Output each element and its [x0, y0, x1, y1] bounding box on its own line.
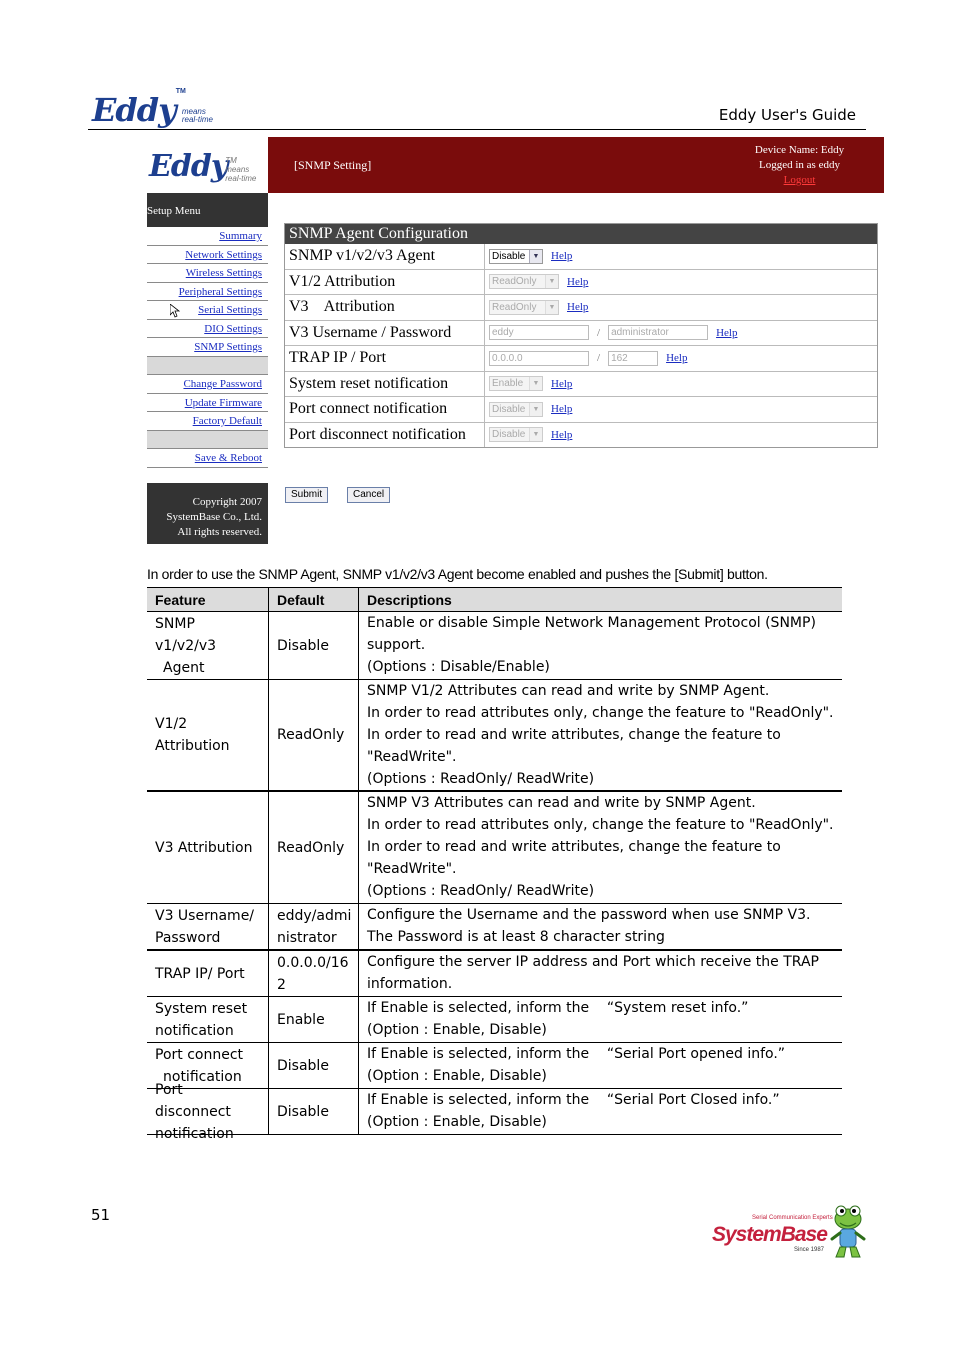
help-link[interactable]: Help — [666, 352, 688, 365]
v12-attribution-select[interactable]: ReadOnly ▼ — [489, 274, 559, 289]
description-cell: SNMP V3 Attributes can read and write by SNMP Agent. In order to read attributes only, change the feature to "ReadOnly". In order to read and write attributes, change the feature to "ReadWrite". (Options : ReadOnly/ ReadWrite) — [367, 795, 834, 899]
description-cell: Enable or disable Simple Network Management Protocol (SNMP) support. (Options : Disable/Enable) — [367, 615, 816, 675]
table-row — [147, 997, 842, 1043]
v3-username-input[interactable]: eddy — [489, 325, 589, 340]
chevron-down-icon: ▼ — [545, 275, 558, 288]
menu-item-factory-default[interactable]: Factory Default — [147, 412, 268, 431]
chevron-down-icon: ▼ — [529, 250, 542, 263]
logo-tm: TM — [175, 88, 186, 95]
default-cell: Disable — [269, 1089, 359, 1134]
header-default: Default — [269, 588, 359, 611]
feature-cell: V3 Attribution — [147, 792, 269, 903]
submit-button[interactable]: Submit — [285, 487, 328, 503]
config-row-v3 — [285, 295, 877, 321]
description-cell: If Enable is selected, inform the “System reset info.” (Option : Enable, Disable) — [367, 1000, 749, 1038]
menu-item-peripheral[interactable]: Peripheral Settings — [147, 283, 268, 302]
menu-item-dio[interactable]: DIO Settings — [147, 320, 268, 339]
app-logo — [147, 137, 268, 193]
help-link[interactable]: Help — [551, 428, 573, 441]
feature-cell: System reset notification — [147, 997, 269, 1042]
separator-slash: / — [597, 352, 601, 365]
logo-tagline: means real-time — [181, 107, 213, 124]
config-label: Port connect notification — [285, 397, 485, 422]
menu-item-wireless[interactable]: Wireless Settings — [147, 264, 268, 283]
brand-name: SystemBase — [712, 1223, 827, 1246]
system-reset-select[interactable]: Enable ▼ — [489, 376, 543, 391]
port-connect-select[interactable]: Disable ▼ — [489, 402, 543, 417]
feature-cell: V1/2 Attribution — [147, 680, 269, 790]
cancel-button[interactable]: Cancel — [347, 487, 390, 503]
trap-port-input[interactable]: 162 — [608, 351, 658, 366]
config-label: V1/2 Attribution — [285, 270, 485, 295]
header-descriptions: Descriptions — [367, 591, 452, 608]
config-row-portdisc — [285, 423, 877, 448]
setup-menu-list — [147, 227, 268, 468]
eddy-logo — [92, 86, 213, 129]
logout-link[interactable]: Logout — [783, 174, 816, 186]
logo-word: Eddy — [92, 91, 176, 129]
description-cell: If Enable is selected, inform the “Serial Port opened info.” (Option : Enable, Disable) — [367, 1046, 786, 1084]
brand-tagline: Serial Communication Experts — [752, 1215, 833, 1221]
table-row — [147, 792, 842, 904]
header-rule — [88, 129, 866, 130]
brand-since: Since 1987 — [794, 1247, 825, 1253]
agent-select[interactable]: Disable ▼ — [489, 249, 543, 264]
default-cell: ReadOnly — [269, 680, 359, 790]
feature-cell: V3 Username/ Password — [147, 904, 269, 949]
mouse-cursor-icon — [170, 304, 180, 318]
table-row — [147, 612, 842, 680]
chevron-down-icon: ▼ — [545, 301, 558, 314]
menu-separator — [147, 357, 268, 376]
feature-cell: Port disconnect notification — [147, 1089, 269, 1134]
app-logo-word: Eddy — [149, 149, 228, 184]
help-link[interactable]: Help — [567, 301, 589, 314]
config-row-agent — [285, 244, 877, 270]
description-cell: Configure the Username and the password when use SNMP V3. The Password is at least 8 character string — [367, 907, 811, 945]
config-title: SNMP Agent Configuration — [285, 224, 877, 244]
chevron-down-icon: ▼ — [529, 377, 542, 390]
menu-separator — [147, 431, 268, 450]
chevron-down-icon: ▼ — [529, 403, 542, 416]
config-label: System reset notification — [285, 372, 485, 397]
config-row-userpass — [285, 321, 877, 347]
table-row — [147, 951, 842, 997]
config-label: TRAP IP / Port — [285, 346, 485, 371]
default-cell: ReadOnly — [269, 792, 359, 903]
chevron-down-icon: ▼ — [529, 428, 542, 441]
feature-cell: TRAP IP/ Port — [147, 951, 269, 996]
device-info — [737, 143, 862, 188]
frog-mascot-icon — [830, 1203, 866, 1259]
help-link[interactable]: Help — [567, 275, 589, 288]
table-row — [147, 1081, 842, 1142]
help-link[interactable]: Help — [551, 250, 573, 263]
menu-item-snmp[interactable]: SNMP Settings — [147, 338, 268, 357]
device-name: Device Name: Eddy — [754, 144, 845, 156]
help-link[interactable]: Help — [551, 403, 573, 416]
menu-item-serial[interactable]: Serial Settings — [147, 301, 268, 320]
page-number: 51 — [91, 1206, 111, 1224]
default-cell: 0.0.0.0/16 2 — [269, 951, 359, 996]
config-row-trap — [285, 346, 877, 372]
setup-menu — [147, 193, 268, 544]
config-row-portconn — [285, 397, 877, 423]
setup-menu-header — [147, 193, 268, 227]
default-cell: Enable — [269, 997, 359, 1042]
config-row-v12 — [285, 270, 877, 296]
description-cell: SNMP V1/2 Attributes can read and write by SNMP Agent. In order to read attributes only, change the feature to "ReadOnly". In order to read and write attributes, change the feature to "ReadWrite". (Options : ReadOnly/ ReadWrite) — [367, 683, 834, 787]
feature-cell: SNMP v1/v2/v3 Agent — [147, 612, 269, 679]
intro-text: In order to use the SNMP Agent, SNMP v1/v2/v3 Agent become enabled and pushes the [Submit] button. — [147, 566, 768, 582]
default-cell: Disable — [269, 612, 359, 679]
snmp-setting-screenshot — [147, 137, 884, 544]
systembase-logo — [712, 1203, 866, 1261]
table-row — [147, 680, 842, 792]
separator-slash: / — [597, 326, 601, 339]
config-label: V3 Attribution — [285, 295, 485, 320]
menu-item-summary[interactable]: Summary — [147, 227, 268, 246]
v3-password-input[interactable]: administrator — [608, 325, 708, 340]
port-disconnect-select[interactable]: Disable ▼ — [489, 427, 543, 442]
trap-ip-input[interactable]: 0.0.0.0 — [489, 351, 589, 366]
config-label: Port disconnect notification — [285, 423, 485, 448]
page-name: [SNMP Setting] — [294, 158, 372, 172]
description-cell: Configure the server IP address and Port which receive the TRAP information. — [367, 954, 819, 992]
default-cell: eddy/admi nistrator — [269, 904, 359, 949]
v3-attribution-select[interactable]: ReadOnly ▼ — [489, 300, 559, 315]
table-row — [147, 904, 842, 951]
table-header-row — [147, 587, 842, 612]
menu-item-update-firmware[interactable]: Update Firmware — [147, 394, 268, 413]
copyright: Copyright 2007 SystemBase Co., Ltd. All rights reserved. — [147, 483, 268, 544]
menu-item-network[interactable]: Network Settings — [147, 246, 268, 265]
snmp-agent-config-table — [284, 223, 878, 448]
header-feature: Feature — [147, 588, 269, 611]
config-label: V3 Username / Password — [285, 321, 485, 346]
app-logo-tagline: TM means real-time — [225, 156, 257, 183]
menu-item-save-reboot[interactable]: Save & Reboot — [147, 449, 268, 468]
config-label: SNMP v1/v2/v3 Agent — [285, 244, 485, 269]
logged-in-as: Logged in as eddy — [759, 159, 840, 171]
description-cell: If Enable is selected, inform the “Serial Port Closed info.” (Option : Enable, Disable) — [367, 1092, 780, 1130]
help-link[interactable]: Help — [551, 377, 573, 390]
help-link[interactable]: Help — [716, 326, 738, 339]
setup-menu-title: Setup Menu — [147, 205, 201, 217]
guide-title: Eddy User's Guide — [718, 106, 856, 124]
feature-cell: Port connect notification — [147, 1043, 269, 1088]
default-cell: Disable — [269, 1043, 359, 1088]
feature-table — [147, 587, 842, 1142]
config-row-sysreset — [285, 372, 877, 398]
menu-item-change-password[interactable]: Change Password — [147, 375, 268, 394]
